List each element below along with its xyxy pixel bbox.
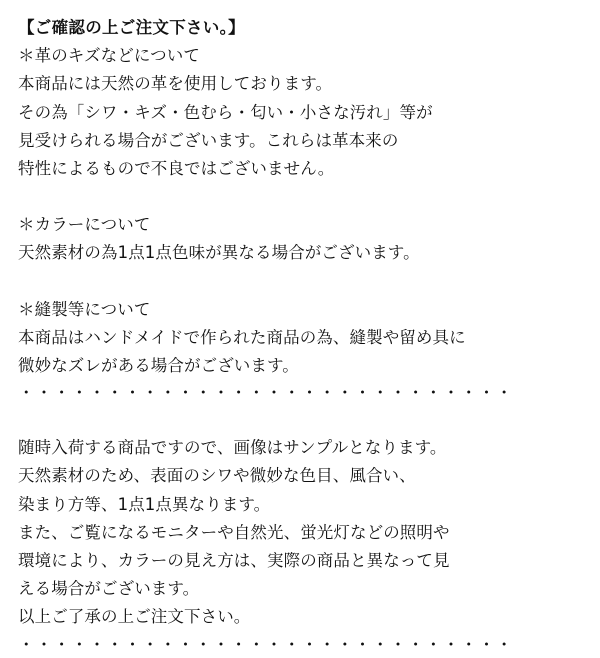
section-sewing <box>18 296 584 381</box>
section-color <box>18 211 584 267</box>
divider-top: ・・・・・・・・・・・・・・・・・・・・・・・・・・・・ <box>18 383 514 403</box>
divider-bottom: ・・・・・・・・・・・・・・・・・・・・・・・・・・・・ <box>18 634 514 654</box>
notes-block <box>18 434 584 603</box>
section-title: ＊カラーについて <box>18 215 151 235</box>
section-spacer <box>18 268 584 296</box>
section-line: 本商品はハンドメイドで作られた商品の為、縫製や留め具に <box>18 327 466 347</box>
closing-line: 以上ご了承の上ご注文下さい。 <box>18 607 251 627</box>
note-line: 環境により、カラーの見え方は、実際の商品と異なって見 <box>18 551 450 571</box>
note-line: える場合がございます。 <box>18 579 200 599</box>
section-title: ＊縫製等について <box>18 299 151 319</box>
divider-spacer <box>18 406 584 434</box>
note-line: また、ご覧になるモニターや自然光、蛍光灯などの照明や <box>18 522 450 542</box>
section-line: 特性によるもので不良ではございません。 <box>18 159 335 179</box>
note-line: 天然素材のため、表面のシワや微妙な色目、風合い、 <box>18 466 416 486</box>
section-line: その為「シワ・キズ・色むら・匂い・小さな汚れ」等が <box>18 102 433 122</box>
section-line: 見受けられる場合がございます。これらは革本来の <box>18 130 399 150</box>
section-line: 微妙なズレがある場合がございます。 <box>18 356 299 376</box>
document-heading: 【ご確認の上ご注文下さい。】 <box>18 18 245 37</box>
note-line: 染まり方等、1点1点異なります。 <box>18 494 271 514</box>
section-line: 天然素材の為1点1点色味が異なる場合がございます。 <box>18 243 420 263</box>
section-spacer <box>18 183 584 211</box>
section-leather <box>18 42 584 183</box>
section-title: ＊革のキズなどについて <box>18 46 200 66</box>
section-line: 本商品には天然の革を使用しております。 <box>18 74 333 94</box>
note-line: 随時入荷する商品ですので、画像はサンプルとなります。 <box>18 438 447 458</box>
